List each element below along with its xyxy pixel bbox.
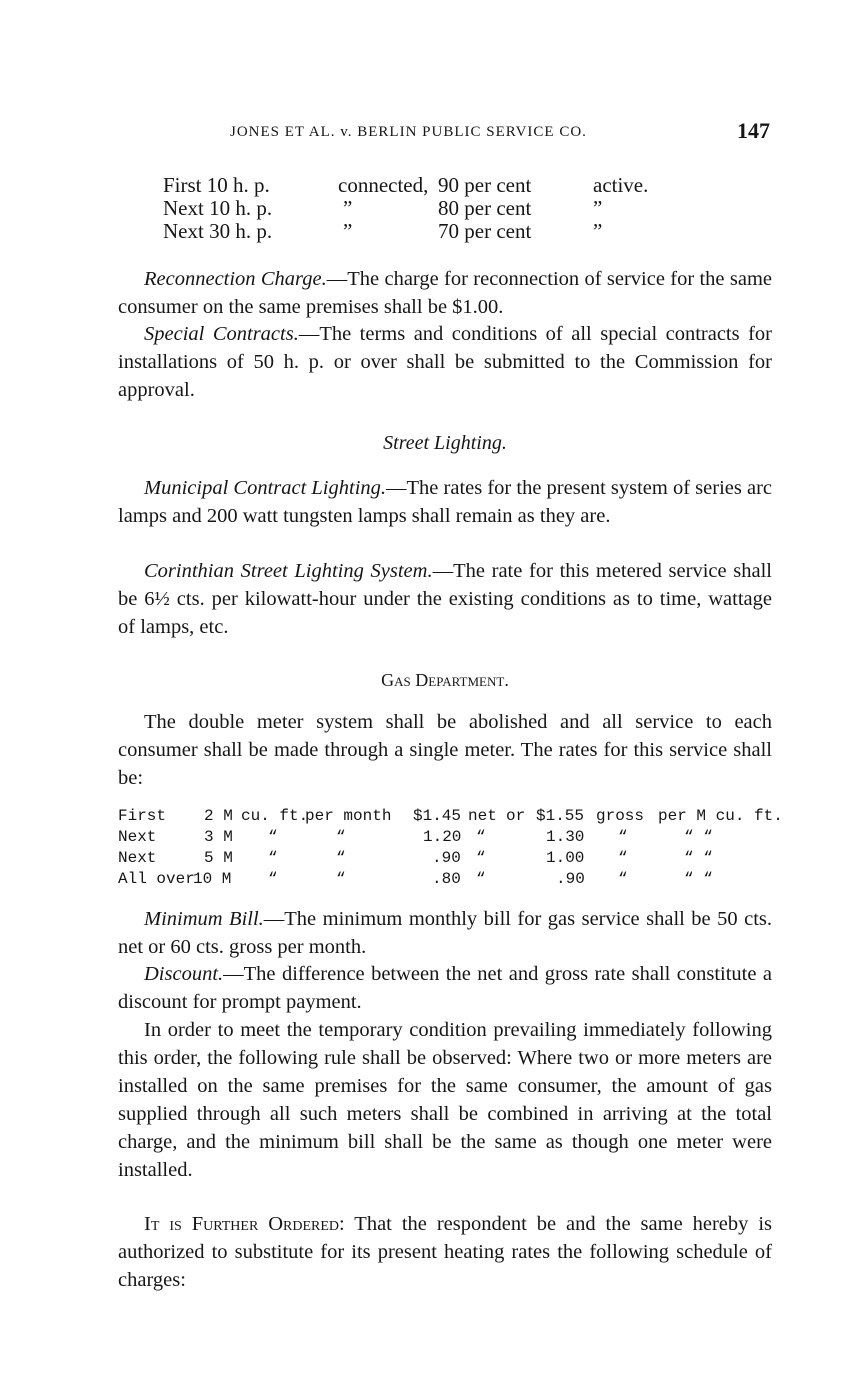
order-paragraph: In order to meet the temporary condition prevailing immediately following this order, the following rule shall be observed: Where two or more meters are installed on the same premises for the same consumer, the amount of gas supplied through all such meters shall be combined in arriving at the total charge, and the minimum bill shall be the same as though one meter were installed. (118, 1019, 772, 1181)
special-contracts-paragraph (118, 320, 772, 404)
table-row: Next 3 M “ “ 1.20 “ 1.30 “ “ “ (118, 828, 713, 846)
discount-text: —The difference between the net and gross rate shall constitute a discount for prompt payment. (118, 963, 772, 1013)
corinthian-label: Corinthian Street Lighting System. (144, 560, 433, 582)
special-label: Special Contracts. (144, 323, 299, 345)
power-type: connected, (338, 173, 429, 197)
minimum-text: —The minimum monthly bill for gas service shall be 50 cts. net or 60 cts. gross per month. (118, 908, 772, 958)
corinthian-text: —The rate for this metered service shall be 6½ cts. per kilowatt-hour under the existing conditions as to time, wattage of lamps, etc. (118, 560, 772, 638)
reconnection-label: Reconnection Charge. (144, 268, 327, 290)
power-percent: 70 per cent (438, 219, 532, 243)
discount-label: Discount. (144, 963, 224, 985)
power-type: ” (343, 219, 353, 243)
gas-rate-table (118, 806, 783, 890)
municipal-label: Municipal Contract Lighting. (144, 477, 387, 499)
table-row: First 2 M cu. ft. per month $1.45 net or $1.55 gross per M cu. ft. (118, 807, 783, 825)
special-text: —The terms and conditions of all special contracts for installations of 50 h. p. or over shall be submitted to the Commission for approval. (118, 323, 772, 401)
municipal-text: —The rates for the present system of series arc lamps and 200 watt tungsten lamps shall remain as they are. (118, 477, 772, 527)
table-row: All over 10 M “ “ .80 “ .90 “ “ “ (118, 870, 713, 888)
gas-intro-paragraph: The double meter system shall be abolished and all service to each consumer shall be made through a single meter. The rates for this service shall be: (118, 711, 772, 789)
further-text: That the respondent be and the same hereby is authorized to substitute for its present heating rates the following schedule of charges: (118, 1213, 773, 1291)
power-amount: Next 30 h. p. (163, 219, 273, 243)
further-label: It is Further Ordered: (144, 1213, 345, 1235)
reconnection-text: —The charge for reconnection of service for the same consumer on the same premises shall be $1.00. (118, 268, 772, 318)
minimum-label: Minimum Bill. (144, 908, 264, 930)
page-header (230, 118, 770, 148)
discount-paragraph (118, 960, 772, 1016)
further-ordered-paragraph (118, 1210, 772, 1294)
page-number: 147 (737, 118, 770, 143)
power-type: ” (343, 196, 353, 220)
power-status: active. (593, 173, 649, 197)
power-amount: Next 10 h. p. (163, 196, 273, 220)
power-amount: First 10 h. p. (163, 173, 270, 197)
corinthian-paragraph (118, 557, 772, 641)
power-status: ” (593, 219, 603, 243)
street-lighting-heading: Street Lighting. (383, 432, 507, 454)
power-percent: 90 per cent (438, 173, 532, 197)
minimum-bill-paragraph (118, 905, 772, 961)
reconnection-paragraph (118, 265, 772, 321)
running-head: JONES ET AL. v. BERLIN PUBLIC SERVICE CO. (230, 124, 587, 140)
municipal-paragraph (118, 474, 772, 530)
gas-department-heading: Gas Department. (381, 670, 509, 690)
power-percent: 80 per cent (438, 196, 532, 220)
power-status: ” (593, 196, 603, 220)
table-row: Next 5 M “ “ .90 “ 1.00 “ “ “ (118, 849, 713, 867)
